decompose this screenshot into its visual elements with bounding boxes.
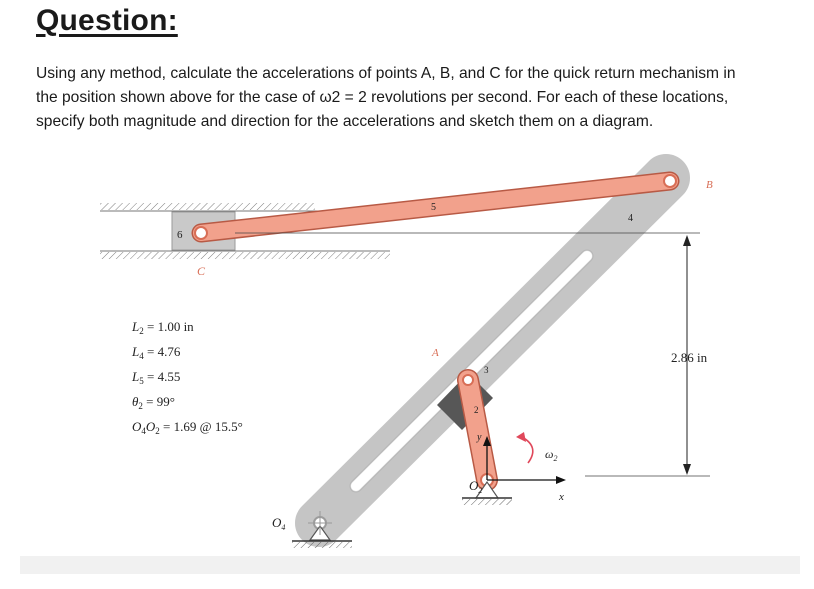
omega-rotation-arrow bbox=[516, 432, 533, 463]
question-heading: Question: bbox=[36, 4, 178, 37]
bottom-band bbox=[20, 556, 800, 574]
label-a: A bbox=[432, 347, 439, 359]
label-o4: $O_4$ bbox=[272, 515, 286, 532]
link-number-5: 5 bbox=[431, 202, 436, 213]
label-c: C bbox=[197, 264, 206, 278]
pin-a bbox=[463, 375, 473, 385]
question-line: the position shown above for the case of ω2 = 2 revolutions per second. For each of these locations, bbox=[36, 89, 729, 106]
link-number-2: 2 bbox=[474, 405, 479, 415]
omega-label: $\omega_2$ bbox=[545, 447, 558, 463]
label-b: B bbox=[706, 179, 713, 191]
axis-y-label: y bbox=[477, 432, 482, 443]
parameter-list bbox=[131, 319, 243, 436]
param-theta2: $\theta_2 = 99^\circ$ bbox=[132, 394, 175, 411]
question-line: specify both magnitude and direction for the accelerations and sketch them on a diagram. bbox=[36, 113, 654, 130]
link-number-4: 4 bbox=[628, 213, 633, 224]
pin-b bbox=[664, 175, 676, 187]
question-line: Using any method, calculate the accelerations of points A, B, and C for the quick return mechanism in bbox=[36, 65, 736, 82]
param-l5: $L_5 = 4.55$ bbox=[132, 369, 181, 386]
link-number-6: 6 bbox=[177, 229, 183, 241]
pin-c bbox=[195, 227, 207, 239]
param-l2: $L_2 = 1.00$ in bbox=[132, 319, 194, 336]
axis-x-label: x bbox=[559, 491, 564, 503]
param-l4: $L_4 = 4.76$ bbox=[132, 344, 181, 361]
link-number-3: 3 bbox=[484, 365, 489, 375]
dimension-label: 2.86 in bbox=[671, 350, 708, 365]
param-o4o2: $O_4O_2 = 1.69$ @ 15.5° bbox=[132, 419, 243, 436]
label-o2: $O_2$ bbox=[469, 478, 483, 495]
